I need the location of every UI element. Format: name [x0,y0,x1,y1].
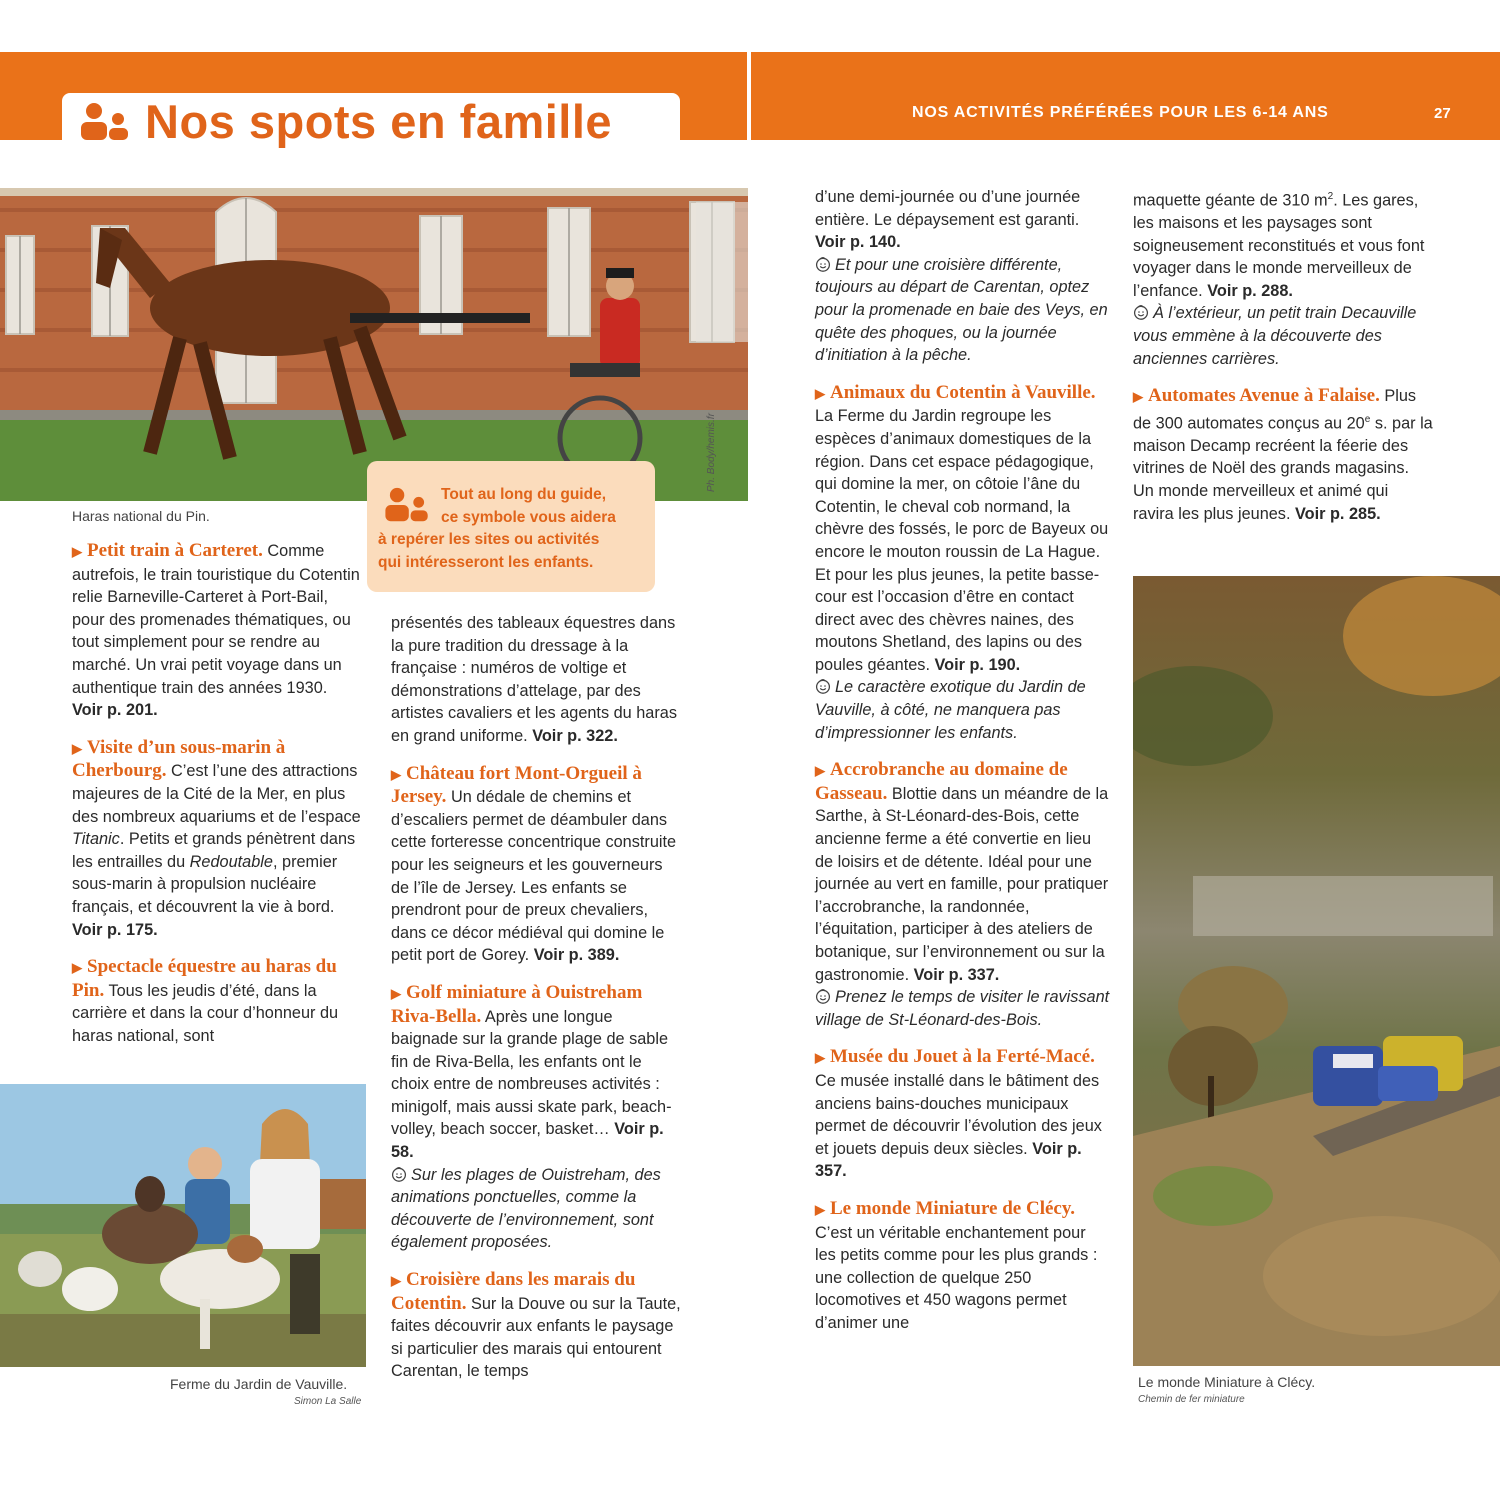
callout-line: Tout au long du guide, [441,486,607,503]
caption-haras: Haras national du Pin. [72,508,210,524]
page-ref: Voir p. 357. [815,1139,1082,1181]
photo-haras [0,188,748,501]
running-head: NOS ACTIVITÉS PRÉFÉRÉES POUR LES 6-14 ANS [912,104,1329,121]
kids-note: À l’extérieur, un petit train Decauville vous emmène à la découverte des anciennes carrières. [1133,304,1417,368]
section-jersey: ▶ Château fort Mont-Orgueil à Jersey. Un dédale de chemins et d’escaliers permet de déambuler dans cette forteresse concentrique construite pour les seigneurs et les gouverneurs de l’île de Jersey. Les enfants se prendront pour de preux chevaliers, dans ce décor médiéval qui domine le petit port de Gorey. Voir p. 389. [391,762,677,965]
callout-text [378,484,648,574]
smiley-icon [815,988,831,1004]
column-1 [72,540,362,1062]
section-heading: ▶ Automates Avenue à Falaise. [1133,385,1380,407]
column-3 [815,186,1110,1350]
photo-vauville [0,1084,366,1367]
page-ref: Voir p. 190. [934,655,1021,674]
section-equestre-continued: présentés des tableaux équestres dans la pure tradition du dressage à la française : numéros de voltige et démonstrations d’attelage, par des artistes cavaliers et les agents du haras en grand uniforme. Voir p. 322. [391,614,677,745]
section-croisiere-continued: d’une demi-journée ou d’une journée entière. Le dépaysement est garanti. Voir p. 140. Et pour une croisière différente, toujours au départ de Carentan, optez pour la promenade en baie des Veys, en quête des phoques, ou la journée d’initiation à la pêche. [815,188,1108,365]
caption-vauville: Ferme du Jardin de Vauville. [170,1376,348,1392]
section-miniature: ▶ Le monde Miniature de Clécy. C’est un véritable enchantement pour les petits comme pour les plus grands : une collection de quelque 250 locomotives et 450 wagons permet d’animer une [815,1197,1098,1332]
section-cherbourg: ▶ Visite d’un sous-marin à Cherbourg. C’est l’une des attractions majeures de la Cité de la Mer, en plus des nombreux aquariums et de l’espace Titanic. Petits et grands pénètrent dans les entrailles du Redoutable, premier sous-marin à propulsion nucléaire français, et découvrent la vie à bord. Voir p. 175. [72,736,361,939]
section-heading: ▶ Visite d’un sous-marin à Cherbourg. [72,736,286,782]
column-4 [1133,186,1433,540]
arrow-icon: ▶ [391,985,401,1001]
arrow-icon: ▶ [815,1201,825,1217]
kids-note: Le caractère exotique du Jardin de Vauville, à côté, ne manquera pas d’impressionner les enfants. [815,678,1086,742]
section-heading: ▶ Accrobranche au domaine de Gasseau. [815,759,1068,804]
callout-line: qui intéresseront les enfants. [378,553,594,571]
kids-note: Et pour une croisière différente, toujours au départ de Carentan, optez pour la promenade en baie des Veys, en quête des phoques, ou la journée d’initiation à la pêche. [815,255,1108,365]
arrow-icon: ▶ [391,766,401,782]
arrow-icon: ▶ [72,960,82,976]
kids-note: Sur les plages de Ouistreham, des animations ponctuelles, comme la découverte de l’environnement, sont également proposées. [391,1165,661,1252]
family-icon [80,102,130,142]
section-heading: ▶ Petit train à Carteret. [72,540,263,561]
column-2 [391,612,683,1398]
kids-note: Prenez le temps de visiter le ravissant village de St-Léonard-des-Bois. [815,988,1110,1029]
smiley-icon [1133,304,1149,320]
photo-credit-clecy: Chemin de fer miniature [1138,1394,1245,1405]
section-golf: ▶ Golf miniature à Ouistreham Riva-Bella. Après une longue baignade sur la grande plage de sable fin de Riva-Bella, les enfants ont le choix entre de nombreuses activités : minigolf, mais aussi skate park, beach-volley, beach soccer, basket… Voir p. 58. Sur les plages de Ouistreham, des animations ponctuelles, comme la découverte de l’environnement, sont également proposées. [391,981,672,1252]
section-heading: ▶ Musée du Jouet à la Ferté-Macé. [815,1046,1095,1068]
arrow-icon: ▶ [815,385,825,401]
page-ref: Voir p. 322. [532,726,618,745]
section-heading: ▶ Croisière dans les marais du Cotentin. [391,1269,636,1314]
photo-credit-haras: Ph. Body/hemis.fr [706,413,717,492]
section-automates: ▶ Automates Avenue à Falaise. Plus de 300 automates conçus au 20e s. par la maison Decamp recréent la féerie des vitrines de Noël des grands magasins. Un monde merveilleux et animé qui ravira les plus jeunes. Voir p. 285. [1133,385,1433,523]
header-band-right [751,52,1500,140]
section-jouet: ▶ Musée du Jouet à la Ferté-Macé. Ce musée installé dans le bâtiment des anciens bains-douches municipaux permet de découvrir l’évolution des jeux et jouets depuis deux siècles. Voir p. 357. [815,1046,1102,1181]
section-text: Comme autrefois, le train touristique du Cotentin relie Barneville-Carteret à Port-Bail, pour des promenades thématiques, ou tout simplement pour se rendre au marché. Un vrai petit voyage dans un authentique train des années 1930. [72,542,360,697]
page-ref: Voir p. 140. [815,233,901,252]
section-gasseau: ▶ Accrobranche au domaine de Gasseau. Blottie dans un méandre de la Sarthe, à St-Léonard-des-Bois, cette ancienne ferme a été convertie en lieu de loisirs et de détente. Idéal pour une journée au vert en famille, pour pratiquer l’accrobranche, la randonnée, l’équitation, participer à des ateliers de botanique, sur l’environnement ou sur la gastronomie. Voir p. 337. Prenez le temps de visiter le ravissant village de St-Léonard-des-Bois. [815,759,1110,1029]
page-ref: Voir p. 175. [72,920,158,939]
page-ref: Voir p. 58. [391,1120,664,1162]
section-heading: ▶ Animaux du Cotentin à Vauville. [815,381,1096,403]
smiley-icon [815,678,831,694]
photo-clecy [1133,576,1500,1366]
smiley-icon [391,1166,407,1182]
callout-line: à repérer les sites ou activités [378,531,600,548]
photo-credit-vauville: Simon La Salle [294,1396,362,1407]
section-heading: ▶ Château fort Mont-Orgueil à Jersey. [391,762,642,808]
section-heading: ▶ Spectacle équestre au haras du Pin. [72,956,337,1001]
section-heading: ▶ Golf miniature à Ouistreham Riva-Bella. [391,981,643,1027]
arrow-icon: ▶ [72,544,82,559]
page-ref: Voir p. 201. [72,701,158,720]
page-ref: Voir p. 288. [1207,281,1293,300]
section-vauville: ▶ Animaux du Cotentin à Vauville. La Ferme du Jardin regroupe les espèces d’animaux domestiques de la région. Dans cet espace pédagogique, qui domine la mer, on côtoie l’âne du Cotentin, le cheval cob normand, la chèvre des fossés, le porc de Bayeux ou encore le mouton roussin de La Hague. Et pour les plus jeunes, la petite basse-cour est l’occasion d’être en contact direct avec des chèvres naines, des moutons Shetland, des lapins ou des poules géantes. Voir p. 190. Le caractère exotique du Jardin de Vauville, à côté, ne manquera pas d’impressionner les enfants. [815,381,1109,742]
section-croisiere: ▶ Croisière dans les marais du Cotentin. Sur la Douve ou sur la Taute, faites découvrir aux enfants le paysage si particulier des marais qui entourent Carentan, le temps [391,1269,681,1381]
arrow-icon: ▶ [815,1050,825,1066]
section-equestre: ▶ Spectacle équestre au haras du Pin. Tous les jeudis d’été, dans la carrière et dans la cour d’honneur du haras national, sont [72,956,339,1045]
caption-clecy: Le monde Miniature à Clécy. [1138,1374,1316,1390]
section-carteret [72,540,362,722]
arrow-icon: ▶ [72,740,82,756]
arrow-icon: ▶ [391,1273,401,1289]
page-number: 27 [1434,105,1451,122]
page-title: Nos spots en famille [145,95,613,148]
arrow-icon: ▶ [1133,389,1143,405]
page-ref: Voir p. 389. [533,946,620,965]
section-miniature-continued: maquette géante de 310 $m^2$. Les gares, les maisons et les paysages sont soigneusement reconstitués et vous font voyager dans le monde merveilleux de l’enfance. Voir p. 288. À l’extérieur, un petit train Decauville vous emmène à la découverte des anciennes carrières. [1133,191,1425,368]
arrow-icon: ▶ [815,763,825,779]
section-heading: ▶ Le monde Miniature de Clécy. [815,1197,1076,1219]
page-ref: Voir p. 337. [913,965,1000,984]
smiley-icon [815,256,831,272]
page-ref: Voir p. 285. [1295,504,1381,523]
callout-line: ce symbole vous aidera [441,508,616,526]
